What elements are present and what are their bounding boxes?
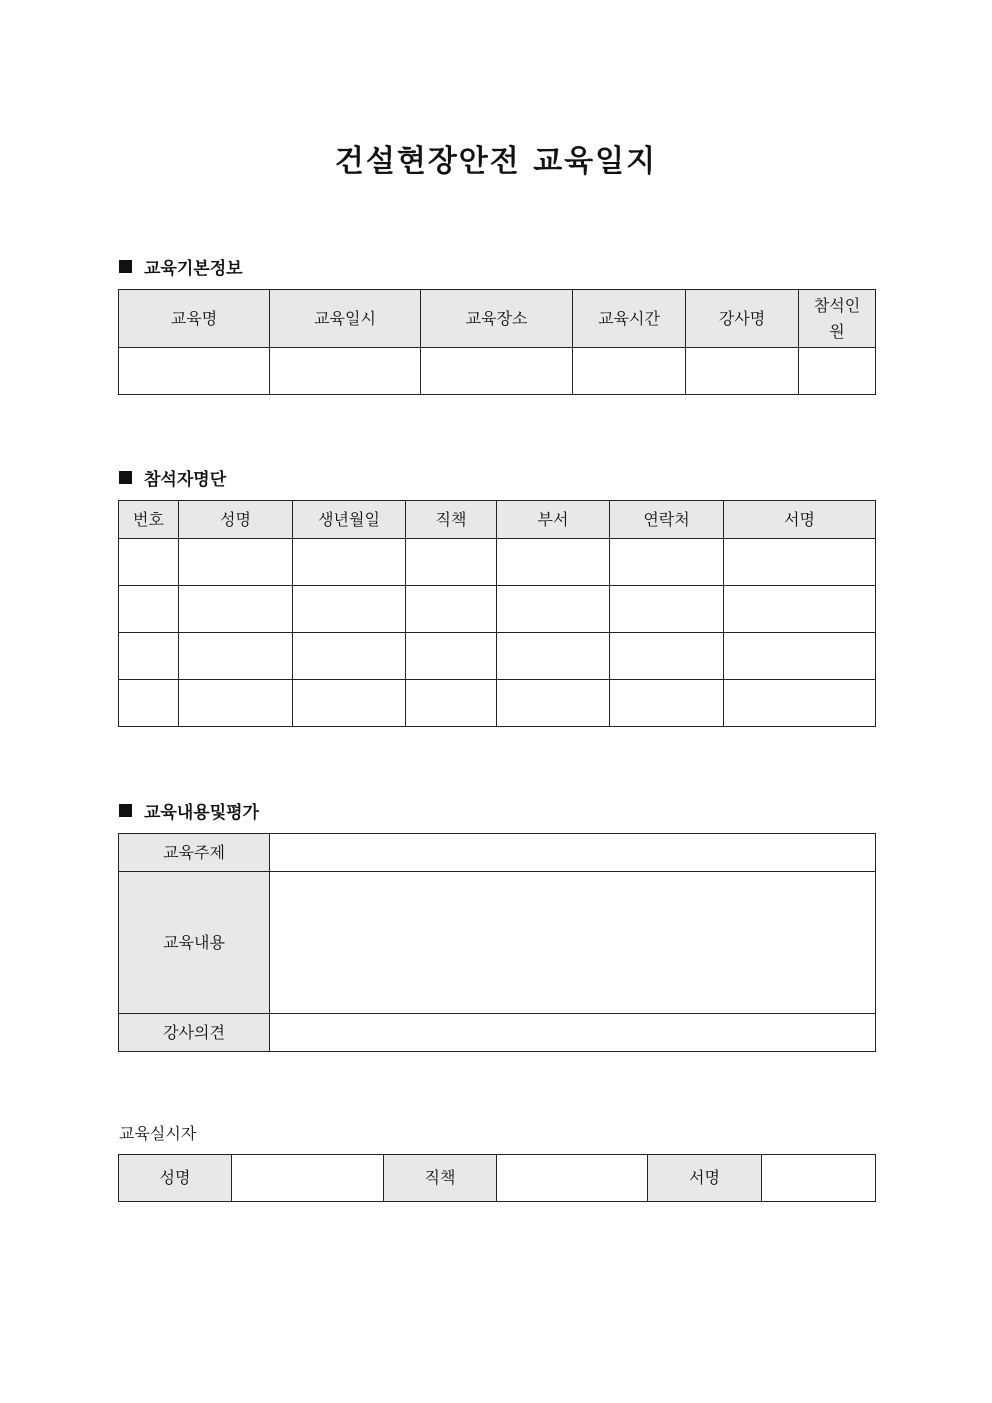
input-cell[interactable] [293, 539, 406, 586]
input-cell[interactable] [497, 539, 610, 586]
input-cell[interactable] [497, 586, 610, 633]
section-heading-label: 교육기본정보 [144, 259, 243, 279]
input-cell-education-datetime[interactable] [270, 348, 421, 395]
table-row [119, 348, 876, 395]
square-bullet-icon [119, 471, 132, 484]
input-cell-position[interactable] [497, 1155, 648, 1202]
header-cell-education-hours: 교육시간 [573, 290, 686, 348]
input-cell[interactable] [406, 633, 497, 680]
label-cell-topic: 교육주제 [119, 834, 270, 872]
input-cell[interactable] [406, 680, 497, 727]
input-cell[interactable] [497, 680, 610, 727]
table-row [119, 1014, 876, 1052]
input-cell-attendee-count[interactable] [799, 348, 876, 395]
input-cell[interactable] [179, 633, 293, 680]
input-cell[interactable] [119, 680, 179, 727]
input-cell[interactable] [724, 680, 876, 727]
input-cell[interactable] [119, 633, 179, 680]
input-cell-instructor-opinion[interactable] [270, 1014, 876, 1052]
label-cell-content: 교육내용 [119, 872, 270, 1014]
header-cell-department: 부서 [497, 501, 610, 539]
section-heading-basic-info [119, 254, 243, 279]
input-cell-instructor-name[interactable] [686, 348, 799, 395]
input-cell[interactable] [293, 586, 406, 633]
input-cell-name[interactable] [232, 1155, 384, 1202]
table-row [119, 633, 876, 680]
header-cell-education-datetime: 교육일시 [270, 290, 421, 348]
section-heading-content-evaluation [119, 798, 259, 823]
table-header-row [119, 501, 876, 539]
input-cell[interactable] [179, 586, 293, 633]
input-cell[interactable] [610, 539, 724, 586]
input-cell[interactable] [119, 586, 179, 633]
input-cell[interactable] [724, 539, 876, 586]
header-cell-contact: 연락처 [610, 501, 724, 539]
header-cell-birthdate: 생년월일 [293, 501, 406, 539]
header-cell-education-place: 교육장소 [421, 290, 573, 348]
table-row [119, 680, 876, 727]
header-cell-education-name: 교육명 [119, 290, 270, 348]
input-cell-education-place[interactable] [421, 348, 573, 395]
page-title: 건설현장안전 교육일지 [334, 144, 658, 179]
input-cell-topic[interactable] [270, 834, 876, 872]
content-evaluation-table [118, 833, 876, 1052]
input-cell-content[interactable] [270, 872, 876, 1014]
input-cell[interactable] [406, 539, 497, 586]
attendees-table [118, 500, 876, 727]
header-cell-attendee-count: 참석인원 [799, 290, 876, 348]
input-cell[interactable] [406, 586, 497, 633]
input-cell[interactable] [179, 539, 293, 586]
input-cell[interactable] [293, 633, 406, 680]
header-cell-name: 성명 [179, 501, 293, 539]
header-cell-number: 번호 [119, 501, 179, 539]
table-header-row [119, 290, 876, 348]
input-cell[interactable] [610, 633, 724, 680]
label-cell-signature: 서명 [648, 1155, 762, 1202]
input-cell[interactable] [179, 680, 293, 727]
input-cell-education-name[interactable] [119, 348, 270, 395]
instructor-table [118, 1154, 876, 1202]
input-cell[interactable] [497, 633, 610, 680]
basic-info-table [118, 289, 876, 395]
label-cell-name: 성명 [119, 1155, 232, 1202]
input-cell-signature[interactable] [762, 1155, 876, 1202]
header-cell-position: 직책 [406, 501, 497, 539]
section-heading-attendees [119, 465, 226, 490]
input-cell[interactable] [119, 539, 179, 586]
label-cell-position: 직책 [384, 1155, 497, 1202]
header-cell-instructor-name: 강사명 [686, 290, 799, 348]
input-cell[interactable] [293, 680, 406, 727]
input-cell[interactable] [610, 586, 724, 633]
table-row [119, 834, 876, 872]
section-heading-label: 교육내용및평가 [144, 803, 259, 823]
input-cell[interactable] [724, 633, 876, 680]
instructor-heading: 교육실시자 [119, 1124, 197, 1143]
square-bullet-icon [119, 260, 132, 273]
table-row [119, 586, 876, 633]
table-row [119, 539, 876, 586]
label-cell-instructor-opinion: 강사의견 [119, 1014, 270, 1052]
square-bullet-icon [119, 804, 132, 817]
input-cell[interactable] [724, 586, 876, 633]
input-cell-education-hours[interactable] [573, 348, 686, 395]
table-row [119, 1155, 876, 1202]
input-cell[interactable] [610, 680, 724, 727]
header-cell-signature: 서명 [724, 501, 876, 539]
table-row [119, 872, 876, 1014]
section-heading-label: 참석자명단 [144, 470, 227, 490]
